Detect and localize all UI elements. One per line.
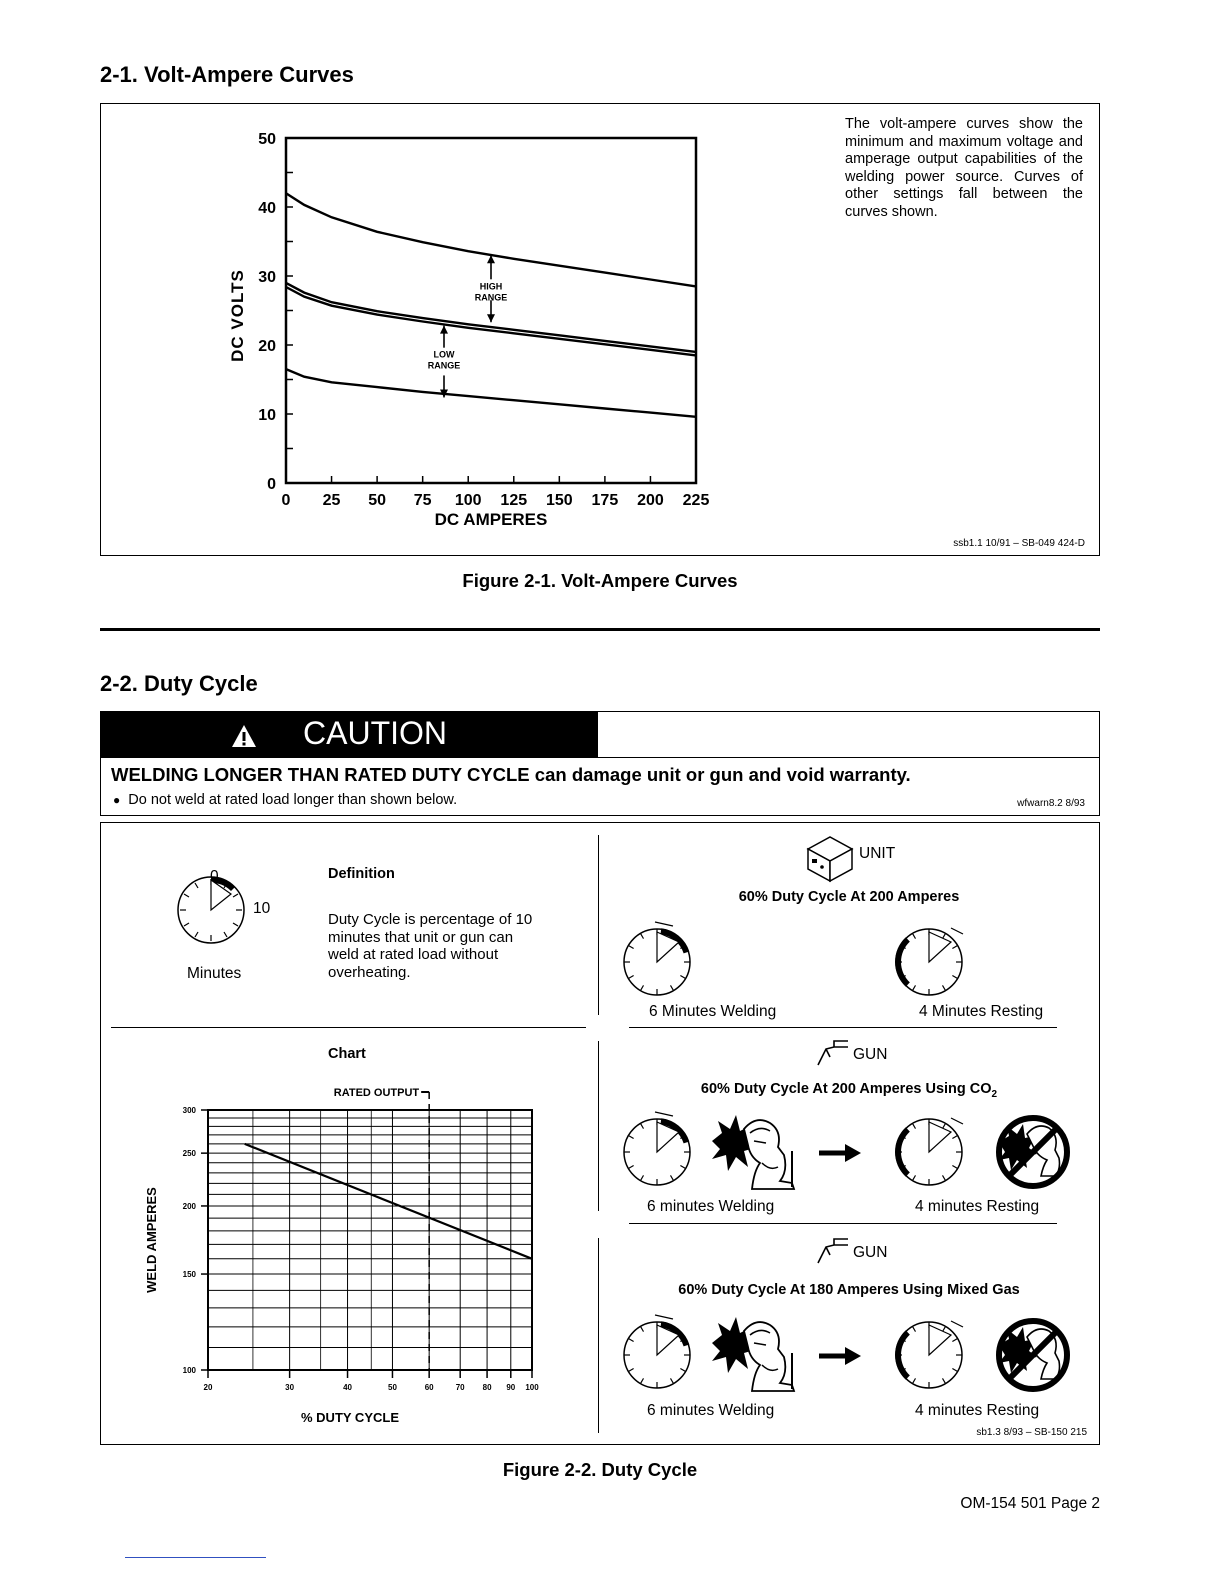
gun-label-2: GUN xyxy=(853,1244,888,1261)
gun-label-1: GUN xyxy=(853,1046,888,1063)
welding-unit-icon xyxy=(804,833,856,883)
dc-x-tick-label: 70 xyxy=(455,1383,465,1392)
caution-box xyxy=(100,711,1100,816)
dc-x-tick-label: 100 xyxy=(525,1383,539,1392)
caution-ref: wfwarn8.2 8/93 xyxy=(1017,798,1085,809)
gun1-caption xyxy=(599,1081,1099,1100)
va-series-line-4 xyxy=(286,369,696,417)
clock-label-0: 0 xyxy=(210,868,219,885)
welding-clock-icon xyxy=(619,916,699,1000)
dc-series-line-1 xyxy=(245,1144,532,1259)
dc-x-tick-label: 20 xyxy=(203,1383,213,1392)
gun-icon xyxy=(814,1035,850,1069)
page-footer: OM-154 501 Page 2 xyxy=(960,1495,1100,1512)
range-arrow-head xyxy=(487,314,495,322)
footnote-rule xyxy=(125,1557,266,1558)
definition-title: Definition xyxy=(328,866,395,882)
low-range-label: LOW xyxy=(433,349,455,360)
dc-x-axis-label: % DUTY CYCLE xyxy=(301,1410,399,1425)
range-arrow-head xyxy=(440,326,448,334)
duty-cycle-ref: sb1.3 8/93 – SB-150 215 xyxy=(976,1427,1087,1438)
duty-cycle-figure-box xyxy=(100,822,1100,1445)
dc-x-tick-label: 80 xyxy=(482,1383,492,1392)
caution-heading-bold: WELDING LONGER THAN RATED DUTY CYCLE xyxy=(111,764,530,785)
section-title-volt-ampere: 2-1. Volt-Ampere Curves xyxy=(100,62,354,87)
gun1-resting-label: 4 minutes Resting xyxy=(915,1198,1040,1215)
resting-clock-icon xyxy=(891,1309,971,1393)
rated-output-label: RATED OUTPUT xyxy=(333,1087,420,1099)
no-welding-icon xyxy=(985,1112,1079,1192)
chart-title: Chart xyxy=(328,1046,366,1062)
dc-x-tick-label: 60 xyxy=(424,1383,434,1392)
dc-x-tick-label: 50 xyxy=(388,1383,397,1392)
definition-text: Duty Cycle is percentage of 10 minutes that unit or gun can weld at rated load without overheating. xyxy=(328,911,533,981)
welding-clock-icon xyxy=(619,1106,699,1190)
caution-word: CAUTION xyxy=(303,715,447,751)
va-x-tick-label: 50 xyxy=(368,492,387,509)
clock-label-10: 10 xyxy=(253,900,271,917)
va-x-axis-label: DC AMPERES xyxy=(434,510,548,529)
volt-ampere-description: The volt-ampere curves show the minimum and maximum voltage and amperage output capabilities of the welding power source. Curves of other settings fall between the curves shown. xyxy=(845,116,1083,220)
duty-cycle-chart xyxy=(141,1081,561,1431)
va-x-tick-label: 175 xyxy=(591,492,619,509)
volt-ampere-figure-box xyxy=(100,103,1100,556)
resting-clock-icon xyxy=(891,916,971,1000)
resting-clock-icon xyxy=(891,1106,971,1190)
gun2-caption: 60% Duty Cycle At 180 Amperes Using Mixed Gas xyxy=(678,1282,1020,1298)
va-y-axis-label: DC VOLTS xyxy=(228,269,247,362)
gun1-caption-sub: 2 xyxy=(991,1088,998,1100)
unit-resting-label: 4 Minutes Resting xyxy=(919,1003,1044,1020)
warning-triangle-icon xyxy=(231,724,257,748)
caution-header xyxy=(101,712,598,757)
high-range-label: RANGE xyxy=(474,292,508,303)
caution-heading-rest: can damage unit or gun and void warranty. xyxy=(529,764,911,785)
va-y-tick-label: 0 xyxy=(267,476,276,493)
dc-y-tick-label: 100 xyxy=(182,1366,196,1375)
va-y-tick-label: 10 xyxy=(258,407,276,424)
dc-y-axis-label: WELD AMPERES xyxy=(144,1187,159,1293)
va-x-tick-label: 150 xyxy=(545,492,573,509)
figure-2-2-caption: Figure 2-2. Duty Cycle xyxy=(502,1459,698,1480)
va-y-tick-label: 30 xyxy=(258,269,276,286)
arrow-right-icon xyxy=(817,1344,863,1368)
dc-x-tick-label: 40 xyxy=(343,1383,352,1392)
va-x-tick-label: 75 xyxy=(413,492,432,509)
no-welding-icon xyxy=(985,1315,1079,1395)
welding-clock-icon xyxy=(619,1309,699,1393)
va-y-tick-label: 50 xyxy=(258,131,276,148)
caution-bullet-text: Do not weld at rated load longer than shown below. xyxy=(128,792,458,808)
va-x-tick-label: 200 xyxy=(637,492,664,509)
unit-label: UNIT xyxy=(859,845,896,862)
dc-y-tick-label: 150 xyxy=(182,1270,196,1280)
gun2-resting-label: 4 minutes Resting xyxy=(915,1402,1040,1419)
caution-bullet xyxy=(113,792,457,808)
dc-y-tick-label: 300 xyxy=(182,1106,196,1115)
dc-x-tick-label: 90 xyxy=(506,1383,516,1392)
va-x-tick-label: 100 xyxy=(454,492,482,509)
gun1-welding-label: 6 minutes Welding xyxy=(647,1198,775,1215)
va-x-tick-label: 25 xyxy=(322,492,341,509)
unit-caption: 60% Duty Cycle At 200 Amperes xyxy=(738,889,960,905)
dc-y-tick-label: 250 xyxy=(182,1149,196,1159)
dc-y-tick-label: 200 xyxy=(182,1201,196,1211)
va-y-tick-label: 20 xyxy=(258,338,276,355)
high-range-label: HIGH xyxy=(479,281,503,292)
minutes-label: Minutes xyxy=(187,965,242,982)
dc-x-tick-label: 30 xyxy=(285,1383,295,1392)
gun2-welding-label: 6 minutes Welding xyxy=(647,1402,775,1419)
volt-ampere-ref: ssb1.1 10/91 – SB-049 424-D xyxy=(953,538,1085,549)
volt-ampere-chart xyxy=(101,104,821,555)
va-x-tick-label: 0 xyxy=(281,492,291,509)
gun-icon xyxy=(814,1233,850,1267)
bullet-icon: ● xyxy=(113,793,121,807)
figure-2-1-caption: Figure 2-1. Volt-Ampere Curves xyxy=(462,570,738,591)
arrow-right-icon xyxy=(817,1141,863,1165)
va-x-tick-label: 125 xyxy=(500,492,528,509)
va-y-tick-label: 40 xyxy=(258,200,276,217)
gun1-caption-text: 60% Duty Cycle At 200 Amperes Using CO xyxy=(700,1081,992,1097)
section-title-duty-cycle: 2-2. Duty Cycle xyxy=(100,671,258,696)
welder-icon xyxy=(704,1313,799,1393)
va-x-tick-label: 225 xyxy=(682,492,710,509)
caution-heading xyxy=(111,764,911,786)
welder-icon xyxy=(704,1111,799,1191)
unit-welding-label: 6 Minutes Welding xyxy=(649,1003,777,1020)
section-divider xyxy=(100,628,1100,631)
low-range-label: RANGE xyxy=(427,360,461,371)
